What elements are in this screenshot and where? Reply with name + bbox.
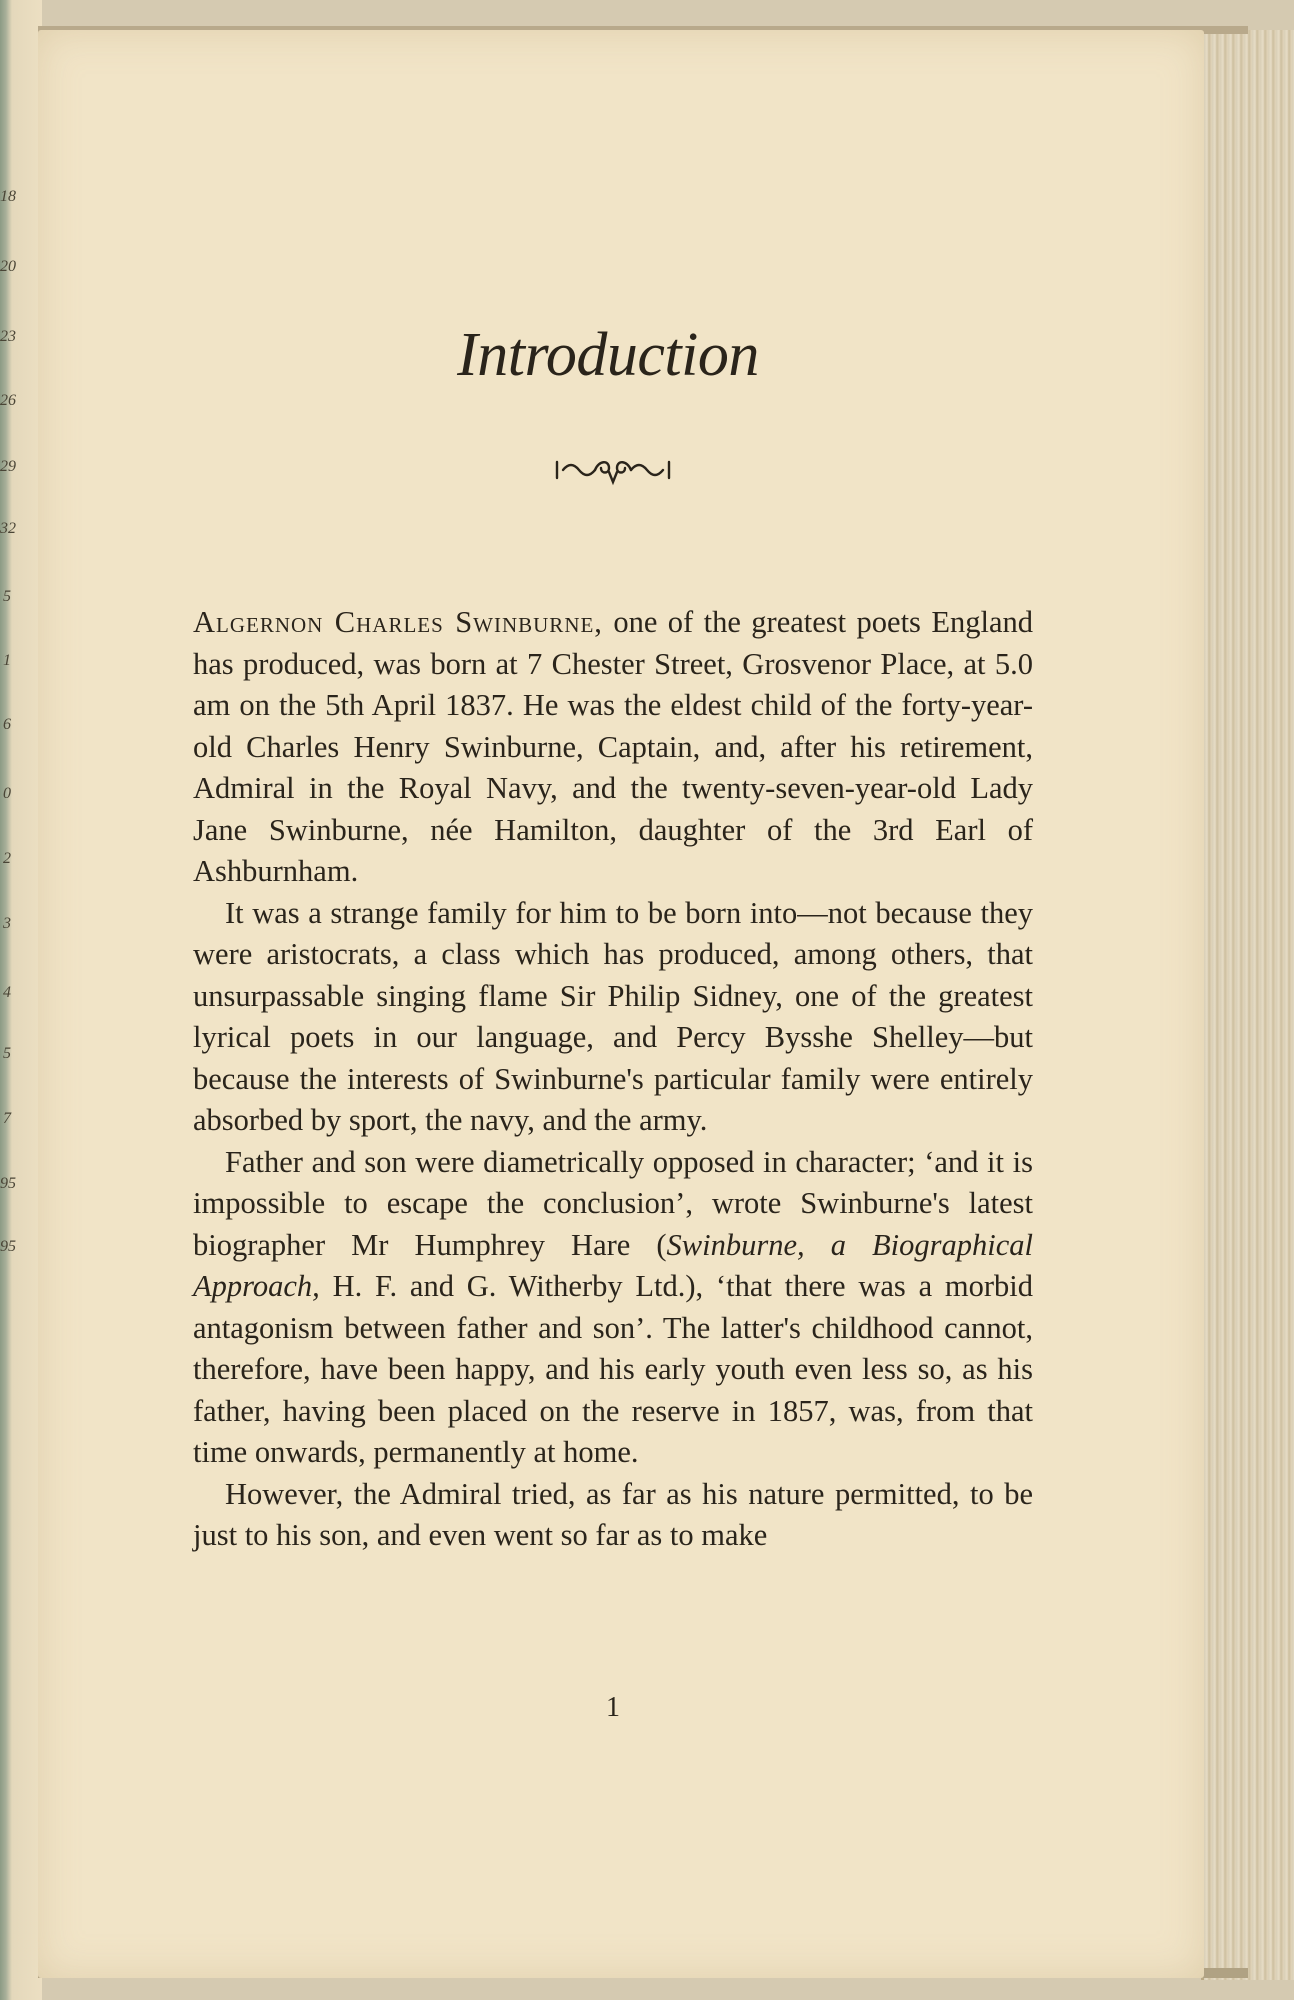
paragraph: However, the Admiral tried, as far as his nature permitted, to be just to his son, and even went so far as to make (193, 1476, 1033, 1552)
margin-number: 6 (3, 716, 11, 733)
paragraph (193, 1142, 1033, 1474)
book-page (38, 30, 1204, 1978)
margin-number: 32 (0, 520, 16, 537)
scroll-ornament-icon (553, 454, 673, 486)
margin-number: 5 (3, 588, 11, 605)
paragraph-text: H. F. and G. Witherby Ltd.), ‘that there was a morbid antagonism between father and son’. The latter's childhood cannot, therefore, have been happy, and his early youth even less so, as his father, having been placed on the reserve in 1857, was, from that time onwards, permanently at home. (193, 1269, 1033, 1469)
author-name-smallcaps: Algernon Charles Swinburne, (193, 605, 603, 639)
chapter-heading: Introduction (457, 321, 759, 389)
margin-number: 29 (0, 458, 16, 475)
paragraph-text: one of the greatest poets England has produced, was born at 7 Chester Street, Grosvenor Place, at 5.0 am on the 5th April 1837. He was the eldest child of the forty-year-old Charles Henry Swinburne, Captain, and, after his retirement, Admiral in the Royal Navy, and the twenty-seven-year-old Lady Jane Swinburne, née Hamilton, daughter of the 3rd Earl of Ashburnham. (193, 605, 1033, 888)
margin-number: 1 (3, 652, 11, 669)
margin-number: 23 (0, 328, 16, 345)
book-title-italic: Swinburne, a Biographical Approach, (193, 1227, 1034, 1303)
previous-page-edge (0, 0, 42, 2000)
paragraph: It was a strange family for him to be born into—not because they were aristocrats, a class which has produced, among others, that unsurpassable singing flame Sir Philip Sidney, one of the greatest lyrical poets in our language, and Percy Bysshe Shelley—but because the interests of Swinburne's particular family were entirely absorbed by sport, the navy, and the army. (193, 895, 1033, 1137)
margin-number: 0 (3, 785, 11, 802)
paragraph (193, 602, 1033, 893)
margin-number: 4 (3, 984, 11, 1001)
paragraph-text: Father and son were diametrically opposed in character; ‘and it is impossible to escape the conclusion’, wrote Swinburne's latest biographer Mr Humphrey Hare ( (193, 1144, 1033, 1262)
body-text (193, 602, 1033, 1557)
margin-number: 7 (3, 1110, 11, 1127)
page-number: 1 (606, 1692, 620, 1723)
margin-number: 18 (0, 188, 16, 205)
margin-number: 5 (3, 1045, 11, 1062)
margin-number: 95 (0, 1238, 16, 1255)
margin-number: 2 (3, 850, 11, 867)
margin-number: 95 (0, 1175, 16, 1192)
margin-number: 26 (0, 392, 16, 409)
margin-number: 20 (0, 258, 16, 275)
margin-number: 3 (3, 915, 11, 932)
book-cover-edge (1201, 30, 1294, 1980)
